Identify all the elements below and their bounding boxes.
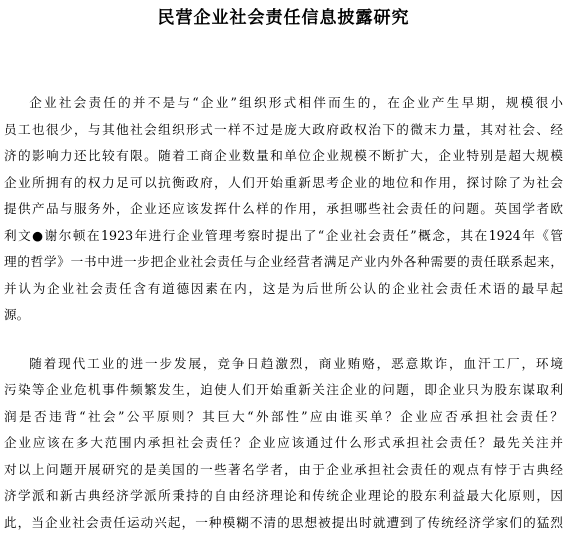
text-line: 济学派和新古典经济学派所秉持的自由经济理论和传统企业理论的股东利益最大化原则，因 xyxy=(4,483,563,510)
text-line: 济的影响力还比较有限。随着工商企业数量和单位企业规模不断扩大，企业特别是超大规模 xyxy=(4,143,563,170)
text-line: 企业所拥有的权力足可以抗衡政府，人们开始重新思考企业的地位和作用，探讨除了为社会 xyxy=(4,170,563,197)
text-line: 对以上问题开展研究的是美国的一些著名学者，由于企业承担社会责任的观点有悖于古典经 xyxy=(4,457,563,484)
text-line: 并认为企业社会责任含有道德因素在内，这是为后世所公认的企业社会责任术语的最早起 xyxy=(4,276,563,303)
text-line: 润是否违背“社会”公平原则？其巨大“外部性”应由谁买单？企业应否承担社会责任？ xyxy=(4,404,563,431)
text-line: 企业社会责任的并不是与“企业”组织形式相伴而生的，在企业产生早期，规模很小 xyxy=(4,90,563,117)
text-line: 企业应该在多大范围内承担社会责任？企业应该通过什么形式承担社会责任？最先关注并 xyxy=(4,430,563,457)
text-line: 此，当企业社会责任运动兴起，一种模糊不清的思想被提出时就遭到了传统经济学家们的猛烈 xyxy=(4,510,563,536)
text-line: 利文●谢尔顿在1923年进行企业管理考察时提出了“企业社会责任”概念，其在1924年《管 xyxy=(4,223,563,250)
text-line: 理的哲学》一书中进一步把企业社会责任与企业经营者满足产业内外各种需要的责任联系起来， xyxy=(4,249,563,276)
paragraph-gap xyxy=(4,329,563,351)
text-line: 提供产品与服务外，企业还应该发挥什么样的作用，承担哪些社会责任的问题。英国学者欧 xyxy=(4,196,563,223)
paragraph-1 xyxy=(4,90,563,329)
document-title: 民营企业社会责任信息披露研究 xyxy=(4,6,563,30)
text-line: 源。 xyxy=(4,302,563,329)
paragraph-2 xyxy=(4,351,563,536)
text-line: 随着现代工业的进一步发展，竞争日趋激烈，商业贿赂，恶意欺诈，血汗工厂，环境 xyxy=(4,351,563,378)
text-line: 污染等企业危机事件频繁发生，迫使人们开始重新关注企业的问题，即企业只为股东谋取利 xyxy=(4,377,563,404)
text-line: 员工也很少，与其他社会组织形式一样不过是庞大政府政权治下的微末力量，其对社会、经 xyxy=(4,117,563,144)
document-body xyxy=(4,90,563,536)
